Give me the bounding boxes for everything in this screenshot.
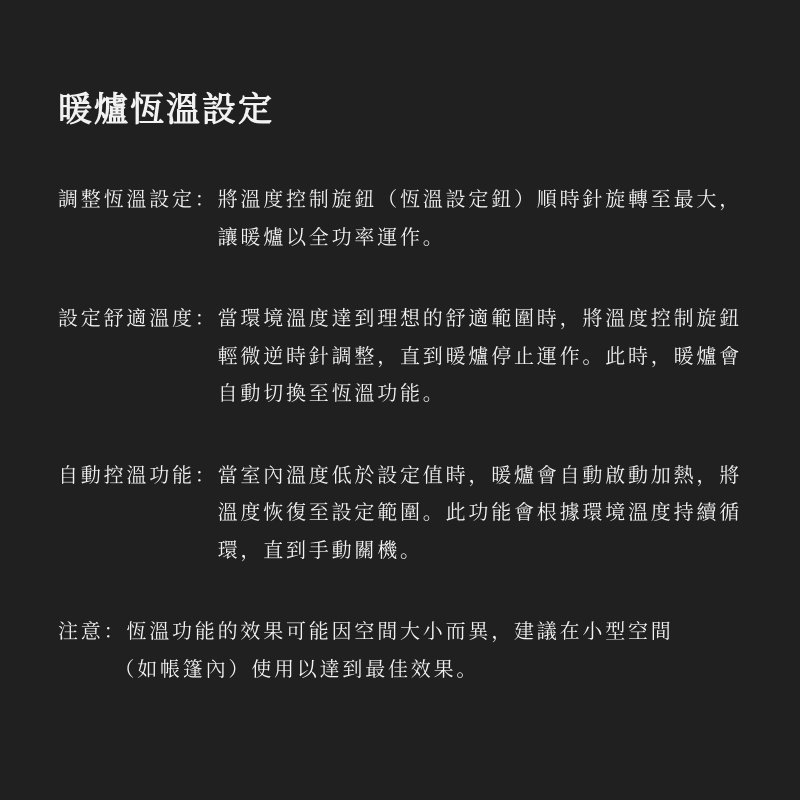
item-label: 設定舒適溫度： bbox=[58, 306, 218, 330]
instruction-item-comfort-temperature bbox=[58, 300, 760, 413]
description-line: 環，直到手動關機。 bbox=[217, 537, 423, 562]
item-description bbox=[218, 457, 760, 570]
instruction-item-adjust-thermostat bbox=[58, 181, 760, 256]
instruction-item-auto-control bbox=[58, 457, 760, 570]
description-line: 溫度恢復至設定範圍。此功能會根據環境溫度持續循 bbox=[217, 500, 743, 524]
description-line: 自動切換至恆溫功能。 bbox=[217, 381, 446, 405]
description-line: 恆溫功能的效果可能因空間大小而異，建議在小型空間 bbox=[126, 619, 674, 643]
item-description bbox=[218, 181, 760, 256]
description-line: 將溫度控制旋鈕（恆溫設定鈕）順時針旋轉至最大， bbox=[217, 187, 743, 211]
note-label: 注意： bbox=[58, 619, 127, 643]
item-label: 自動控溫功能： bbox=[58, 462, 218, 487]
item-label: 調整恆溫設定： bbox=[58, 187, 218, 211]
description-line: 輕微逆時針調整，直到暖爐停止運作。此時，暖爐會 bbox=[217, 343, 743, 368]
instruction-item-note bbox=[58, 613, 760, 688]
description-line: （如帳篷內）使用以達到最佳效果。 bbox=[114, 656, 480, 681]
description-line: 讓暖爐以全功率運作。 bbox=[217, 224, 446, 249]
description-line: 當室內溫度低於設定值時，暖爐會自動啟動加熱，將 bbox=[217, 462, 743, 487]
instruction-list bbox=[58, 181, 760, 688]
description-line: 當環境溫度達到理想的舒適範圍時，將溫度控制旋鈕 bbox=[217, 306, 743, 330]
item-description bbox=[218, 300, 760, 413]
page-title: 暖爐恆溫設定 bbox=[58, 90, 274, 130]
note-description bbox=[114, 613, 760, 688]
